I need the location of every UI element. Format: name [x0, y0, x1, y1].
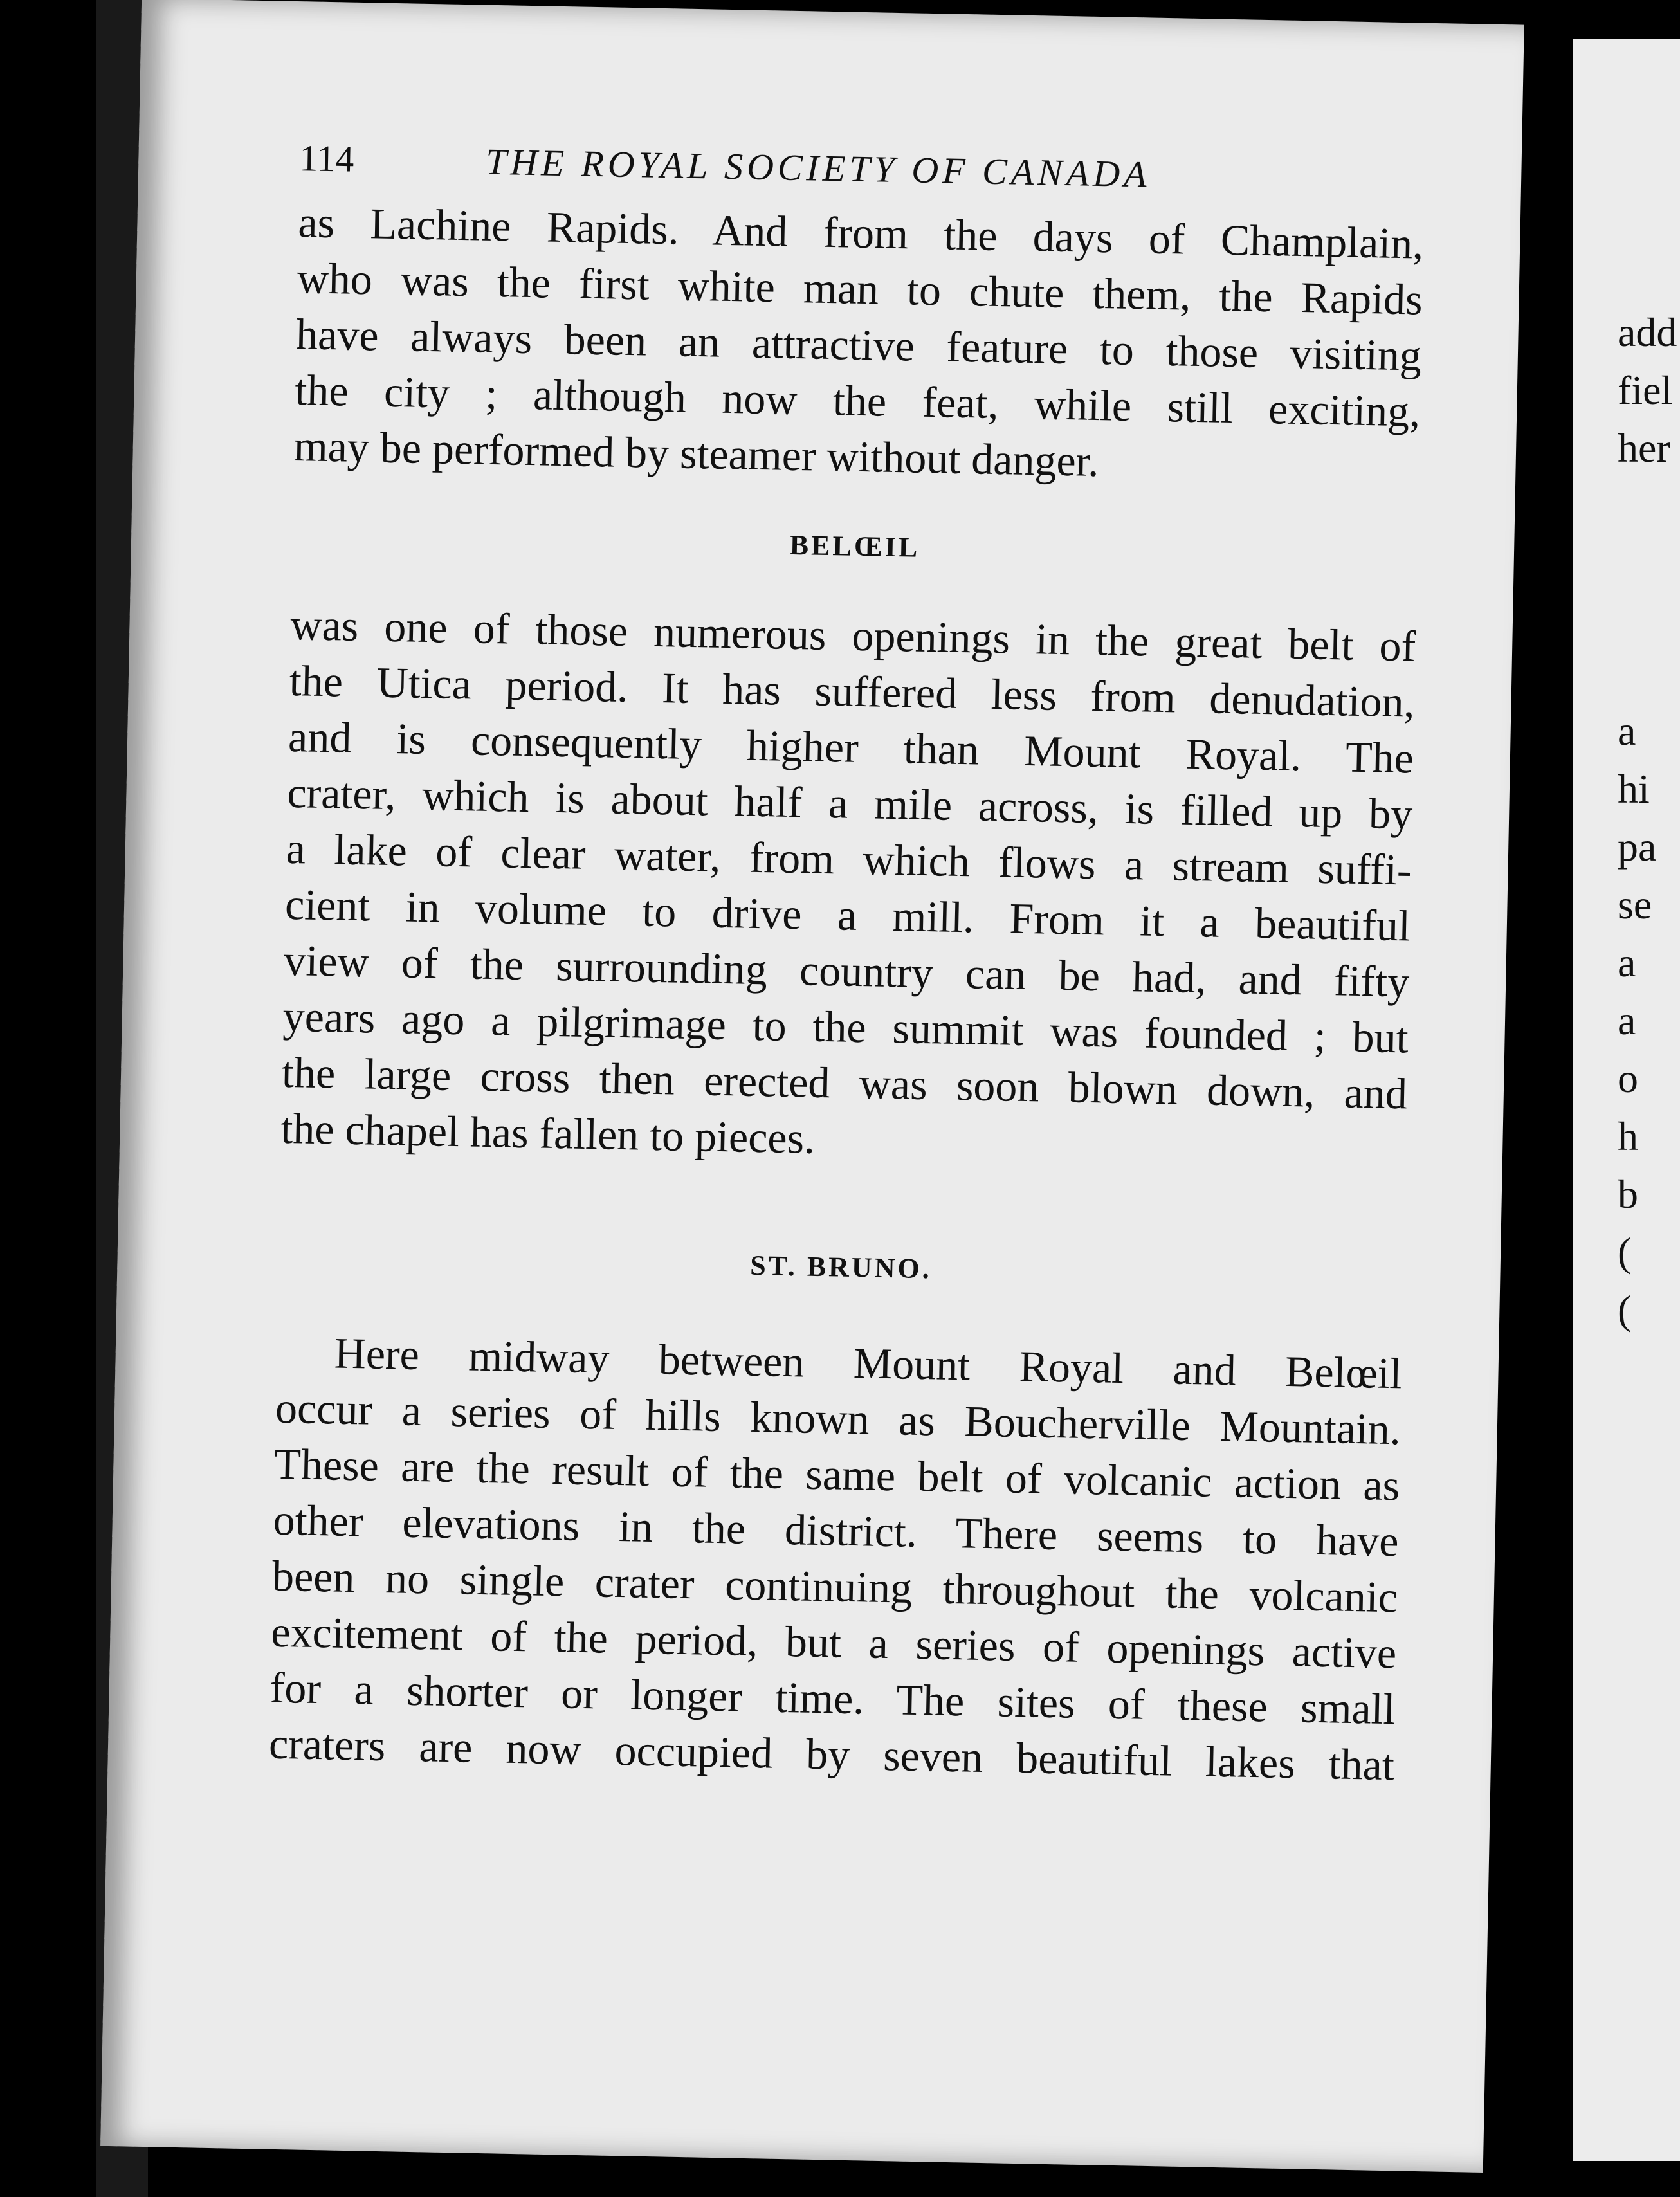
text-line: the large cross then erected was soon blown down, and [281, 1047, 1408, 1118]
text-line: occur a series of hills known as Boucherville Mountain. [275, 1383, 1402, 1454]
page-content [268, 123, 1425, 1793]
text-line: other elevations in the district. There seems to have [273, 1495, 1400, 1566]
facing-page-text: a [1618, 708, 1636, 754]
beloeil-paragraph [280, 597, 1416, 1178]
text-line: for a shorter or longer time. The sites of these small [269, 1663, 1396, 1734]
text-line: the city ; although now the feat, while still exciting, [294, 365, 1421, 436]
text-line: excitement of the period, but a series of openings active [270, 1607, 1397, 1678]
text-line: may be performed by steamer without danger. [293, 421, 1100, 486]
facing-page-text: hi [1618, 766, 1650, 812]
facing-page-text: ( [1618, 1229, 1632, 1275]
text-line: and is consequently higher than Mount Royal. The [288, 711, 1414, 783]
text-line: the Utica period. It has suffered less from denudation, [289, 655, 1416, 727]
text-line: was one of those numerous openings in the great belt of [289, 599, 1416, 671]
facing-page-text: o [1618, 1055, 1638, 1101]
text-line: Here midway between Mount Royal and Belœil [334, 1328, 1403, 1398]
facing-page-text: ( [1618, 1287, 1632, 1333]
text-line: been no single crater continuing throughout the volcanic [271, 1551, 1398, 1622]
text-line: cient in volume to drive a mill. From it a beautiful [284, 879, 1411, 951]
facing-page-text: a [1618, 940, 1636, 985]
text-line: as Lachine Rapids. And from the days of Champlain, [297, 197, 1424, 268]
text-line: a lake of clear water, from which flows a stream suffi- [286, 823, 1412, 895]
journal-title: THE ROYAL SOCIETY OF CANADA [485, 140, 1151, 196]
facing-page-text: add [1618, 309, 1677, 355]
st-bruno-paragraph [268, 1324, 1402, 1793]
page-gutter [1534, 0, 1573, 2197]
page-number: 114 [298, 137, 354, 180]
text-line: the chapel has fallen to pieces. [280, 1103, 816, 1163]
facing-page-text: a [1618, 998, 1636, 1043]
facing-page-text: pa [1618, 824, 1657, 870]
book-page [100, 0, 1524, 2173]
facing-page-text: h [1618, 1113, 1638, 1159]
text-line: view of the surrounding country can be had, and fifty [283, 935, 1410, 1007]
facing-page-text: her [1618, 425, 1670, 471]
text-line: years ago a pilgrimage to the summit was founded ; but [282, 991, 1409, 1062]
text-line: crater, which is about half a mile across, is filled up by [286, 767, 1413, 839]
text-line: have always been an attractive feature to those visiting [295, 309, 1422, 380]
facing-page-text: b [1618, 1171, 1638, 1217]
section-heading-beloeil: BELŒIL [789, 529, 920, 563]
text-line: craters are now occupied by seven beautiful lakes that [268, 1718, 1395, 1790]
text-line: These are the result of the same belt of volcanic action as [273, 1439, 1400, 1510]
intro-paragraph [293, 194, 1424, 496]
text-line: who was the first white man to chute them, the Rapids [297, 253, 1423, 324]
facing-page-text: fiel [1618, 367, 1673, 413]
facing-page [1573, 39, 1680, 2161]
facing-page-text: se [1618, 882, 1652, 927]
section-heading-st-bruno: ST. BRUNO. [749, 1249, 933, 1285]
